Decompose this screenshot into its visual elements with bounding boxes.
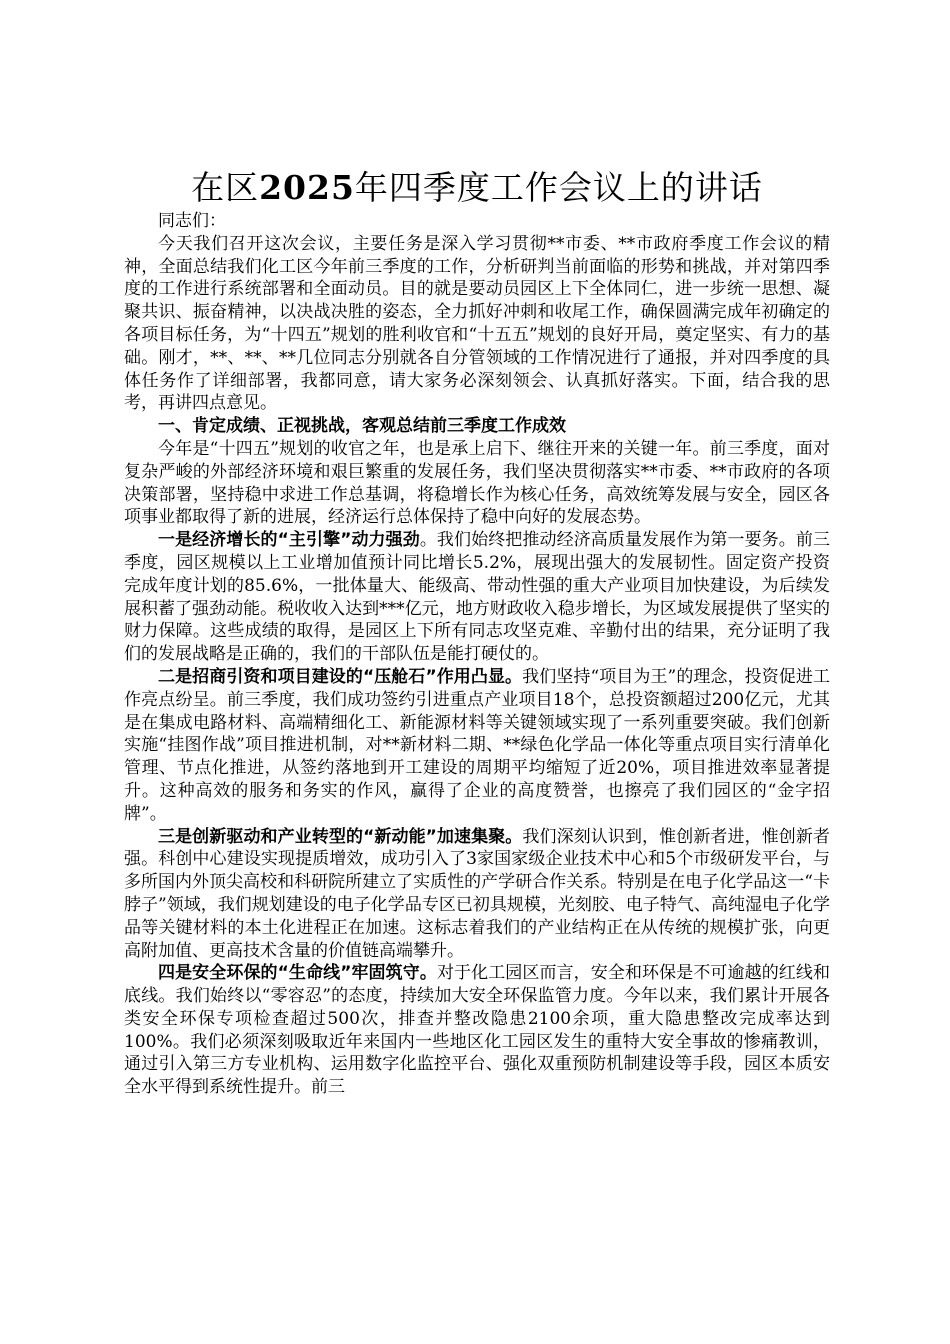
point-1-lead: 一是经济增长的“主引擎”动力强劲	[158, 530, 420, 551]
title-year: 2025	[259, 168, 355, 207]
point-1-body: 。我们始终把推动经济高质量发展作为第一要务。前三季度，园区规模以上工业增加值预计同比增长5.2%，展现出强大的发展韧性。固定资产投资完成年度计划的85.6%，一批体量大、能级高、带动性强的重大产业项目加快建设，为后续发展积蓄了强劲动能。税收收入达到***亿元，地方财政收入稳步增长，为区域发展提供了坚实的财力保障。这些成绩的取得，是园区上下所有同志攻坚克难、辛勤付出的结果，充分证明了我们的发展战略是正确的，我们的干部队伍是能打硬仗的。	[124, 530, 830, 665]
title-suffix: 年四季度工作会议上的讲话	[354, 168, 763, 207]
point-2-paragraph	[124, 666, 830, 826]
point-4-paragraph	[124, 962, 830, 1099]
point-3-body: 我们深刻认识到，惟创新者进，惟创新者强。科创中心建设实现提质增效，成功引入了3家国家级企业技术中心和5个市级研发平台，与多所国内外顶尖高校和科研院所建立了实质性的产学研合作关系。特别是在电子化学品这一“卡脖子”领域，我们规划建设的电子化学品专区已初具规模，光刻胶、电子特气、高纯湿电子化学品等关键材料的本土化进程正在加速。这标志着我们的产业结构正在从传统的规模扩张，向更高附加值、更高技术含量的价值链高端攀升。	[124, 826, 830, 961]
point-4-lead: 四是安全环保的“生命线”牢固筑守。	[158, 963, 437, 984]
point-4-body: 对于化工园区而言，安全和环保是不可逾越的红线和底线。我们始终以“零容忍”的态度，持续加大安全环保监管力度。今年以来，我们累计开展各类安全环保专项检查超过500次，排查并整改隐患2100余项，重大隐患整改完成率达到100%。我们必须深刻吸取近年来国内一些地区化工园区发生的重特大安全事故的惨痛教训，通过引入第三方专业机构、运用数字化监控平台、强化双重预防机制建设等手段，园区本质安全水平得到系统性提升。前三	[124, 963, 830, 1098]
point-3-paragraph	[124, 826, 830, 963]
point-3-lead: 三是创新驱动和产业转型的“新动能”加速集聚。	[158, 826, 523, 847]
title-prefix: 在区	[191, 168, 260, 207]
document-page	[124, 168, 830, 1099]
section1-intro-paragraph: 今年是“十四五”规划的收官之年，也是承上启下、继往开来的关键一年。前三季度，面对复杂严峻的外部经济环境和艰巨繁重的发展任务，我们坚决贯彻落实**市委、**市政府的各项决策部署，坚持稳中求进工作总基调，将稳增长作为核心任务，高效统筹发展与安全，园区各项事业都取得了新的进展，经济运行总体保持了稳中向好的发展态势。	[124, 438, 830, 528]
section-heading-1: 一、肯定成绩、正视挑战，客观总结前三季度工作成效	[158, 416, 566, 437]
point-1-paragraph	[124, 529, 830, 666]
page-title	[124, 168, 830, 208]
point-2-body: 我们坚持“项目为王”的理念，投资促进工作亮点纷呈。前三季度，我们成功签约引进重点产业项目18个，总投资额超过200亿元，尤其是在集成电路材料、高端精细化工、新能源材料等关键领域实现了一系列重要突破。我们创新实施“挂图作战”项目推进机制，对**新材料二期、**绿色化学品一体化等重点项目实行清单化管理、节点化推进，从签约落地到开工建设的周期平均缩短了近20%，项目推进效率显著提升。这种高效的服务和务实的作风，赢得了企业的高度赞誉，也擦亮了我们园区的“金字招牌”。	[124, 666, 830, 824]
salutation: 同志们：	[158, 211, 226, 231]
point-2-lead: 二是招商引资和项目建设的“压舱石”作用凸显。	[158, 666, 523, 687]
intro-paragraph: 今天我们召开这次会议，主要任务是深入学习贯彻**市委、**市政府季度工作会议的精神，全面总结我们化工区今年前三季度的工作，分析研判当前面临的形势和挑战，并对第四季度的工作进行系统部署和全面动员。目的就是要动员园区上下全体同仁，进一步统一思想、凝聚共识、振奋精神，以决战决胜的姿态，全力抓好冲刺和收尾工作，确保圆满完成年初确定的各项目标任务，为“十四五”规划的胜利收官和“十五五”规划的良好开局，奠定坚实、有力的基础。刚才，**、**、**几位同志分别就各自分管领域的工作情况进行了通报，并对四季度的具体任务作了详细部署，我都同意，请大家务必深刻领会、认真抓好落实。下面，结合我的思考，再讲四点意见。	[124, 233, 830, 414]
